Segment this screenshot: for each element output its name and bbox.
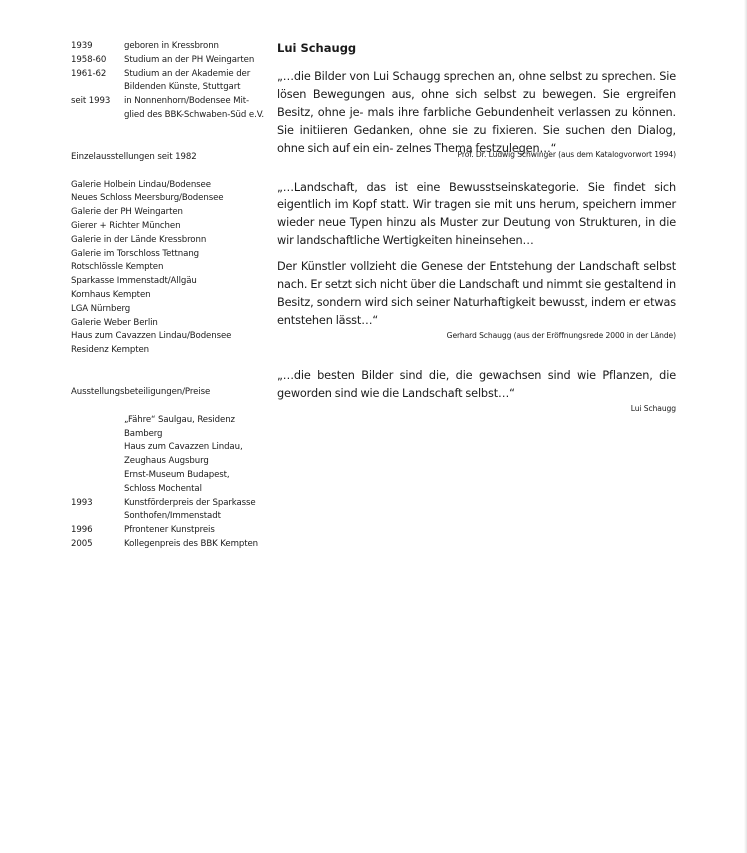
biography-column: [71, 40, 266, 552]
quote-line: „…die besten Bilder sind die, die gewachsen sind wie Pflanzen, die geworden: [277, 368, 676, 400]
timeline-text: in Nonnenhorn/Bodensee Mit-: [124, 96, 250, 107]
solo-exhibition-item: Kornhaus Kempten: [71, 289, 151, 300]
timeline-text: Sonthofen/Immenstadt: [124, 511, 221, 522]
timeline-row: [71, 469, 266, 483]
group-exhibitions-list: [71, 414, 266, 552]
timeline-row: [71, 414, 266, 428]
biography-list: [71, 40, 266, 123]
timeline-text: Kollegenpreis des BBK Kempten: [124, 538, 259, 549]
timeline-row: [71, 497, 266, 511]
solo-exhibition-item: Galerie in der Lände Kressbronn: [71, 234, 207, 245]
quote-line: „…Landschaft, das ist eine Bewusstseinskategorie. Sie findet sich eigentlich im: [277, 180, 676, 212]
timeline-row: [71, 441, 266, 455]
solo-exhibition-item: Residenz Kempten: [71, 345, 149, 356]
timeline-year: [71, 414, 124, 428]
quote-gerhard-part2: [277, 258, 676, 330]
timeline-text: Pfrontener Kunstpreis: [124, 525, 215, 536]
timeline-text: Studium an der PH Weingarten: [124, 54, 255, 65]
solo-exhibition-item: Galerie Holbein Lindau/Bodensee: [71, 179, 211, 190]
timeline-row: [71, 510, 266, 524]
timeline-row: [71, 81, 266, 95]
solo-exhibitions-list: [71, 179, 266, 358]
quote-line: „…die Bilder von Lui Schaugg sprechen an, ohne selbst zu sprechen. Sie lösen: [277, 70, 676, 101]
timeline-text: glied des BBK-Schwaben-Süd e.V.: [124, 109, 265, 120]
timeline-row: [71, 68, 266, 82]
timeline-text: geboren in Kressbronn: [124, 41, 219, 51]
quotes-column: [277, 40, 676, 414]
timeline-text: Bamberg: [124, 428, 163, 439]
group-exhibitions-title: Ausstellungsbeteiligungen/Preise: [71, 386, 211, 397]
solo-exhibition-item: Neues Schloss Meersburg/Bodensee: [71, 193, 224, 204]
timeline-year: [71, 469, 124, 483]
quote-line: lässt…“: [335, 313, 379, 327]
quote-schwinger: [277, 68, 676, 158]
timeline-text: Zeughaus Augsburg: [124, 456, 209, 467]
timeline-text: Ernst-Museum Budapest,: [124, 469, 230, 480]
timeline-text: Bildenden Künste, Stuttgart: [124, 82, 241, 93]
timeline-row: [71, 428, 266, 442]
quote-line: Er setzt sich nicht über die Landschaft und nimmt sie gestaltend in Besitz,: [277, 278, 676, 309]
solo-exhibition-item: Haus zum Cavazzen Lindau/Bodensee: [71, 331, 232, 342]
timeline-year: [71, 428, 124, 442]
solo-exhibition-item: Galerie Weber Berlin: [71, 317, 158, 328]
solo-exhibition-item: Rotschlössle Kempten: [71, 262, 164, 273]
solo-exhibition-item: Galerie der PH Weingarten: [71, 207, 183, 218]
quote-line: mals ihre farbliche Gebundenheit verlassen zu können. Sie initiieren: [277, 105, 676, 137]
quote-line: hinzu als Muster zur Deutung von Strukturen, in die wir landschaftliche: [277, 216, 676, 248]
quote-line: Der Künstler vollzieht die Genese der Entstehung der Landschaft selbst nach.: [277, 260, 676, 292]
timeline-row: [71, 538, 266, 552]
timeline-row: [71, 524, 266, 538]
timeline-year: [71, 441, 124, 455]
timeline-text: „Fähre“ Saulgau, Residenz: [124, 414, 235, 425]
quote-line: Gedanken, ohne sie zu fixieren. Sie suchen den Dialog, ohne sich auf ein ein-: [277, 123, 676, 155]
solo-exhibition-item: Galerie im Torschloss Tettnang: [71, 248, 200, 259]
quote-source-lui: Lui Schaugg: [630, 403, 676, 413]
solo-exhibition-item: Gierer + Richter München: [71, 220, 181, 231]
timeline-row: [71, 54, 266, 68]
timeline-year: 1939: [71, 41, 93, 51]
quote-line: sondern wird sich seiner Naturhaftigkeit bewusst, indem er etwas entstehen: [277, 295, 676, 327]
quote-lui: [277, 367, 676, 403]
quote-line: sind wie die Landschaft selbst…“: [334, 386, 515, 400]
quote-gerhard-part1: [277, 179, 676, 251]
timeline-text: Schloss Mochental: [124, 483, 202, 494]
timeline-year: 1961-62: [71, 68, 107, 79]
timeline-year: [71, 81, 124, 95]
solo-exhibition-item: LGA Nürnberg: [71, 303, 131, 314]
quote-line: Wertigkeiten hineinsehen…: [382, 234, 534, 248]
timeline-year: [71, 455, 124, 469]
quote-source-schwinger: Prof. Dr. Ludwig Schwinger (aus dem Katalogvorwort 1994): [457, 149, 676, 159]
timeline-year: 1958-60: [71, 54, 107, 65]
timeline-year: 1996: [71, 525, 93, 536]
timeline-text: Kunstförderpreis der Sparkasse: [124, 497, 256, 508]
timeline-text: Studium an der Akademie der: [124, 68, 251, 79]
quote-line: Bewegungen aus, ohne sich selbst zu bewegen. Sie ergreifen Besitz, ohne je-: [277, 87, 676, 119]
timeline-row: [71, 109, 266, 123]
solo-exhibition-item: Sparkasse Immenstadt/Allgäu: [71, 276, 197, 287]
solo-exhibitions-title: Einzelausstellungen seit 1982: [71, 151, 197, 162]
timeline-year: seit 1993: [71, 96, 111, 107]
timeline-year: [71, 109, 124, 123]
timeline-text: Haus zum Cavazzen Lindau,: [124, 442, 243, 453]
quote-source-gerhard: Gerhard Schaugg (aus der Eröffnungsrede 2000 in der Lände): [446, 330, 676, 340]
artist-name: Lui Schaugg: [277, 41, 357, 55]
timeline-year: [71, 483, 124, 497]
timeline-year: 2005: [71, 538, 93, 549]
timeline-row: [71, 455, 266, 469]
timeline-year: [71, 510, 124, 524]
timeline-year: 1993: [71, 497, 93, 508]
quote-line: zelnes Thema festzulegen…“: [396, 141, 557, 155]
timeline-row: [71, 95, 266, 109]
timeline-row: [71, 40, 266, 54]
timeline-row: [71, 483, 266, 497]
quote-line: Kopf statt. Wir tragen sie mit uns herum, speichern immer wieder neue Typen: [277, 198, 677, 230]
